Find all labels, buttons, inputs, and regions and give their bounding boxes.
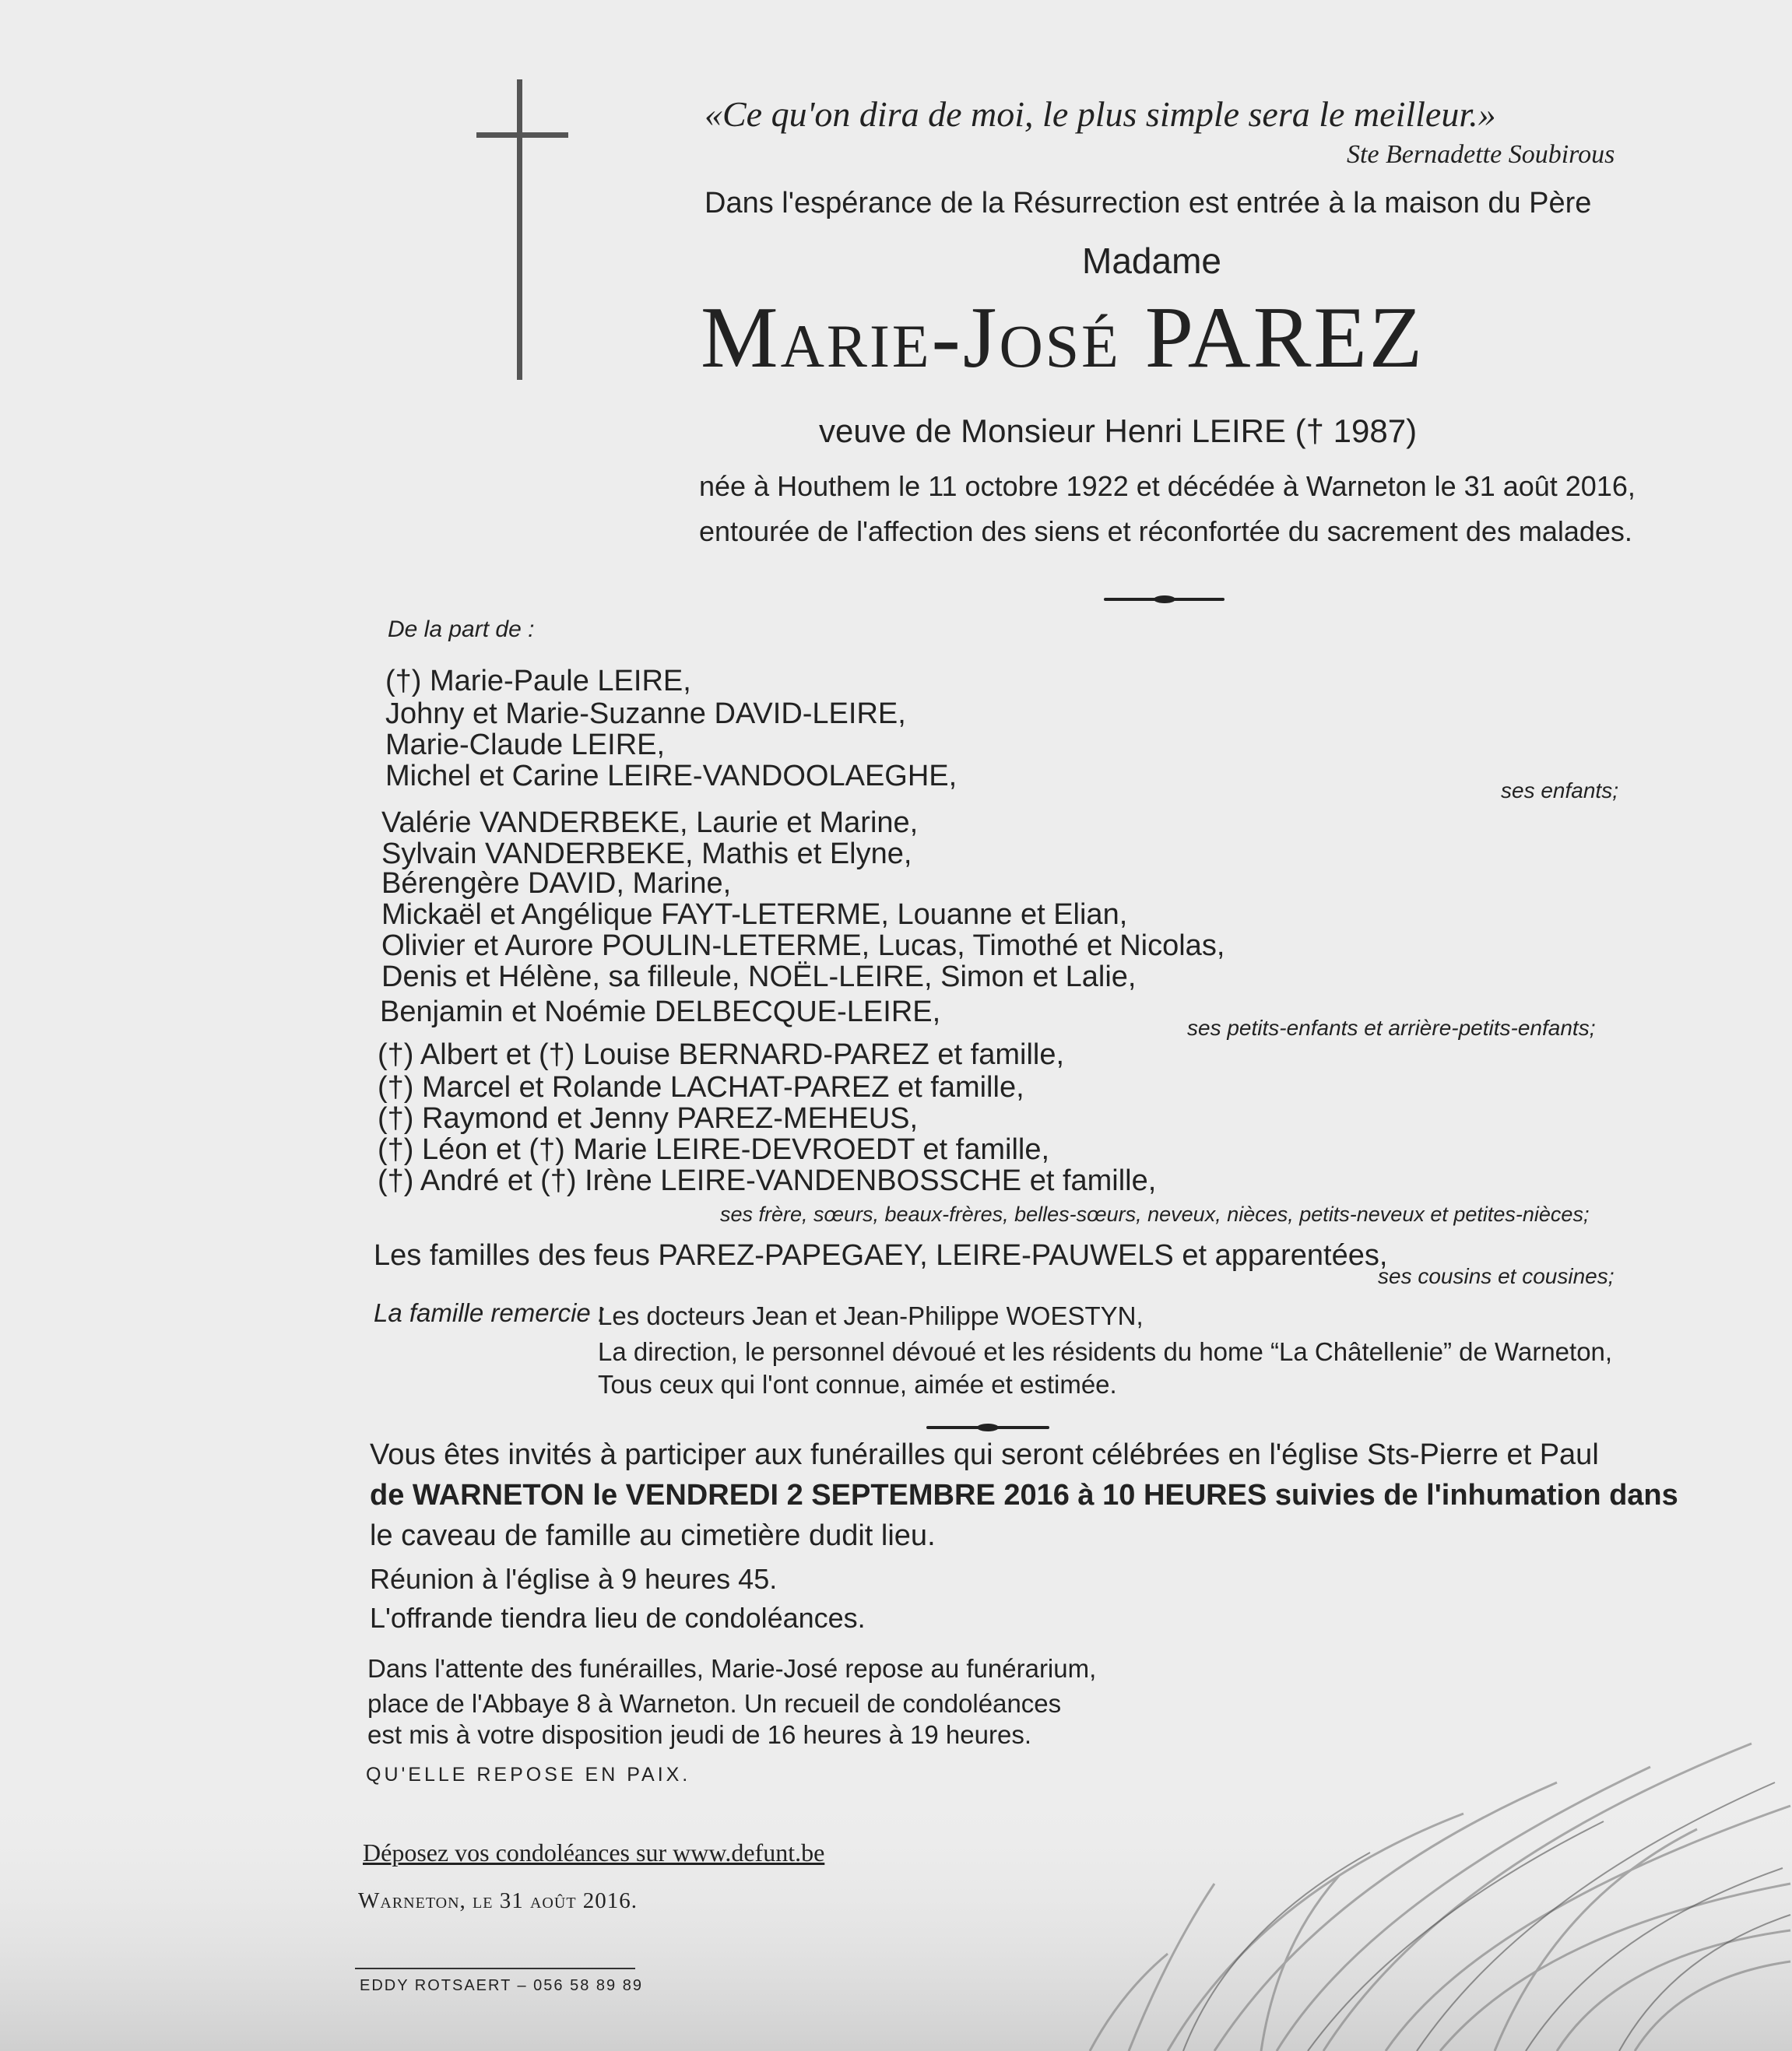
children-role: ses enfants; bbox=[1501, 778, 1618, 802]
intro-text: Dans l'espérance de la Résurrection est entrée à la maison du Père bbox=[705, 187, 1592, 219]
list-item: (†) Raymond et Jenny PAREZ-MEHEUS, bbox=[378, 1102, 919, 1135]
list-item: Johny et Marie-Suzanne DAVID-LEIRE, bbox=[385, 697, 906, 730]
list-item: Olivier et Aurore POULIN-LETERME, Lucas, Timothé et Nicolas, bbox=[381, 929, 1225, 962]
funerarium-line: place de l'Abbaye 8 à Warneton. Un recueil de condoléances bbox=[367, 1689, 1062, 1718]
title-text: Madame bbox=[1082, 241, 1221, 281]
printer-rule bbox=[355, 1968, 635, 1969]
place-date: Warneton, le 31 août 2016. bbox=[358, 1888, 638, 1913]
funeral-line: le caveau de famille au cimetière dudit lieu. bbox=[370, 1519, 936, 1552]
list-item: Denis et Hélène, sa filleule, NOËL-LEIRE, Simon et Lalie, bbox=[381, 961, 1137, 993]
list-item: Benjamin et Noémie DELBECQUE-LEIRE, bbox=[380, 996, 941, 1028]
list-item: (†) Albert et (†) Louise BERNARD-PAREZ et famille, bbox=[378, 1038, 1065, 1071]
rip-line: QU'ELLE REPOSE EN PAIX. bbox=[366, 1764, 691, 1786]
thanks-item: La direction, le personnel dévoué et les résidents du home “La Châtellenie” de Warneton, bbox=[598, 1337, 1613, 1366]
divider bbox=[1104, 598, 1225, 601]
funeral-line: Vous êtes invités à participer aux funérailles qui seront célébrées en l'église Sts-Pierre et Paul bbox=[370, 1438, 1599, 1471]
list-item: (†) Léon et (†) Marie LEIRE-DEVROEDT et famille, bbox=[378, 1133, 1050, 1166]
meeting-line: Réunion à l'église à 9 heures 45. bbox=[370, 1563, 778, 1595]
thanks-label: La famille remercie : bbox=[374, 1298, 606, 1327]
printer-credit: EDDY ROTSAERT – 056 58 89 89 bbox=[360, 1977, 643, 1994]
quote-text: «Ce qu'on dira de moi, le plus simple sera le meilleur.» bbox=[705, 94, 1496, 134]
families-role: ses cousins et cousines; bbox=[1378, 1264, 1615, 1288]
families-line: Les familles des feus PAREZ-PAPEGAEY, LEIRE-PAUWELS et apparentées, bbox=[374, 1239, 1388, 1272]
grandchildren-role: ses petits-enfants et arrière-petits-enfants; bbox=[1187, 1016, 1596, 1040]
list-item: (†) Marcel et Rolande LACHAT-PAREZ et famille, bbox=[378, 1071, 1024, 1104]
funeral-line: de WARNETON le VENDREDI 2 SEPTEMBRE 2016 à 10 HEURES suivies de l'inhumation dans bbox=[370, 1479, 1678, 1512]
divider bbox=[926, 1426, 1049, 1429]
list-item: Marie-Claude LEIRE, bbox=[385, 729, 666, 761]
list-item: Bérengère DAVID, Marine, bbox=[381, 867, 732, 900]
funerarium-line: est mis à votre disposition jeudi de 16 heures à 19 heures. bbox=[367, 1720, 1032, 1749]
meeting-line: L'offrande tiendra lieu de condoléances. bbox=[370, 1602, 866, 1634]
dune-grass-illustration bbox=[0, 1697, 1792, 2051]
from-label: De la part de : bbox=[388, 616, 535, 642]
list-item: Michel et Carine LEIRE-VANDOOLAEGHE, bbox=[385, 760, 957, 792]
quote-author: Ste Bernadette Soubirous bbox=[1347, 140, 1615, 169]
thanks-item: Les docteurs Jean et Jean-Philippe WOESTYN, bbox=[598, 1301, 1144, 1330]
sacrament-line: entourée de l'affection des siens et réconfortée du sacrement des malades. bbox=[699, 515, 1632, 547]
cross-icon-bar bbox=[476, 132, 568, 138]
list-item: Mickaël et Angélique FAYT-LETERME, Louanne et Elian, bbox=[381, 898, 1128, 931]
list-item: (†) Marie-Paule LEIRE, bbox=[385, 665, 691, 697]
funerarium-line: Dans l'attente des funérailles, Marie-José repose au funérarium, bbox=[367, 1654, 1097, 1683]
list-item: Valérie VANDERBEKE, Laurie et Marine, bbox=[381, 806, 919, 839]
siblings-role: ses frère, sœurs, beaux-frères, belles-sœurs, neveux, nièces, petits-neveux et petites-nièces; bbox=[720, 1203, 1590, 1226]
condolences-link[interactable]: Déposez vos condoléances sur www.defunt.be bbox=[363, 1839, 825, 1867]
cross-icon bbox=[517, 79, 522, 380]
widow-line: veuve de Monsieur Henri LEIRE († 1987) bbox=[819, 413, 1418, 449]
deceased-name: Marie-José PAREZ bbox=[701, 290, 1425, 386]
list-item: (†) André et (†) Irène LEIRE-VANDENBOSSCHE et famille, bbox=[378, 1164, 1157, 1197]
birth-line: née à Houthem le 11 octobre 1922 et décédée à Warneton le 31 août 2016, bbox=[699, 470, 1636, 502]
list-item: Sylvain VANDERBEKE, Mathis et Elyne, bbox=[381, 838, 912, 870]
thanks-item: Tous ceux qui l'ont connue, aimée et estimée. bbox=[598, 1370, 1117, 1399]
